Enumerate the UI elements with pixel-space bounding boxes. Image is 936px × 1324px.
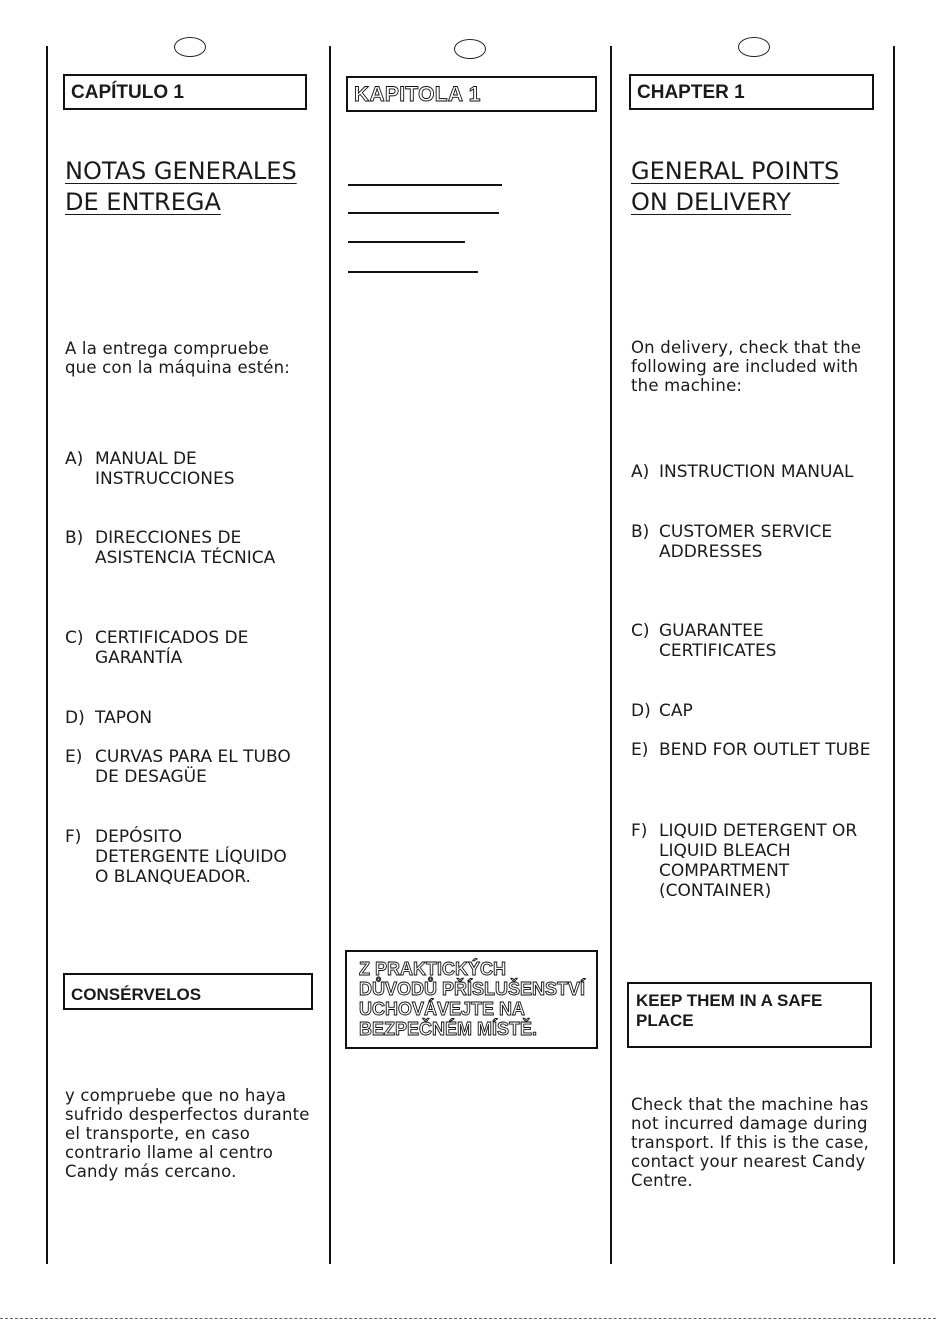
- chapter-title-cz: KAPITOLA 1: [354, 83, 481, 106]
- keep-label-es: CONSÉRVELOS: [71, 985, 202, 1004]
- column-divider-right: [893, 46, 895, 1264]
- heading-line-cz-4: [348, 271, 478, 273]
- intro-text-en: On delivery, check that the following are included with the machine:: [631, 338, 862, 395]
- section-heading-en: GENERAL POINTS ON DELIVERY: [631, 157, 840, 216]
- chapter-title-en: CHAPTER 1: [637, 82, 745, 103]
- heading-line-cz-2: [348, 212, 499, 214]
- intro-text-es: A la entrega compruebe que con la máquina estén:: [65, 339, 291, 377]
- cut-line: [0, 1318, 936, 1319]
- check-text-es: y compruebe que no haya sufrido desperfectos durante el transporte, en caso contrario llame al centro Candy más cercano.: [65, 1086, 310, 1181]
- heading-line-cz-3: [348, 241, 465, 243]
- chapter-box-en: [629, 74, 874, 110]
- keep-box-es: [63, 973, 313, 1010]
- column-divider-left: [46, 46, 48, 1264]
- language-marker-en: [738, 37, 770, 57]
- section-heading-es: NOTAS GENERALES DE ENTREGA: [65, 157, 297, 216]
- language-marker-es: [174, 37, 206, 57]
- keep-box-en: [627, 982, 872, 1048]
- chapter-box-es: [63, 74, 307, 110]
- language-marker-cz: [454, 39, 486, 59]
- column-divider-mid-right: [610, 46, 612, 1264]
- keep-text-cz: Z PRAKTICKÝCH DŮVODŮ PŘÍSLUŠENSTVÍ UCHOVÁVEJTE NA BEZPEČNÉM MÍSTĚ.: [359, 959, 586, 1039]
- column-divider-mid-left: [329, 46, 331, 1264]
- chapter-title-es: CAPÍTULO 1: [71, 82, 184, 103]
- check-text-en: Check that the machine has not incurred damage during transport. If this is the case, contact your nearest Candy Centre.: [631, 1095, 870, 1190]
- heading-line-cz-1: [348, 184, 502, 186]
- keep-box-cz: [345, 950, 598, 1049]
- chapter-box-cz: [346, 76, 597, 112]
- keep-label-en: KEEP THEM IN A SAFE PLACE: [636, 991, 823, 1030]
